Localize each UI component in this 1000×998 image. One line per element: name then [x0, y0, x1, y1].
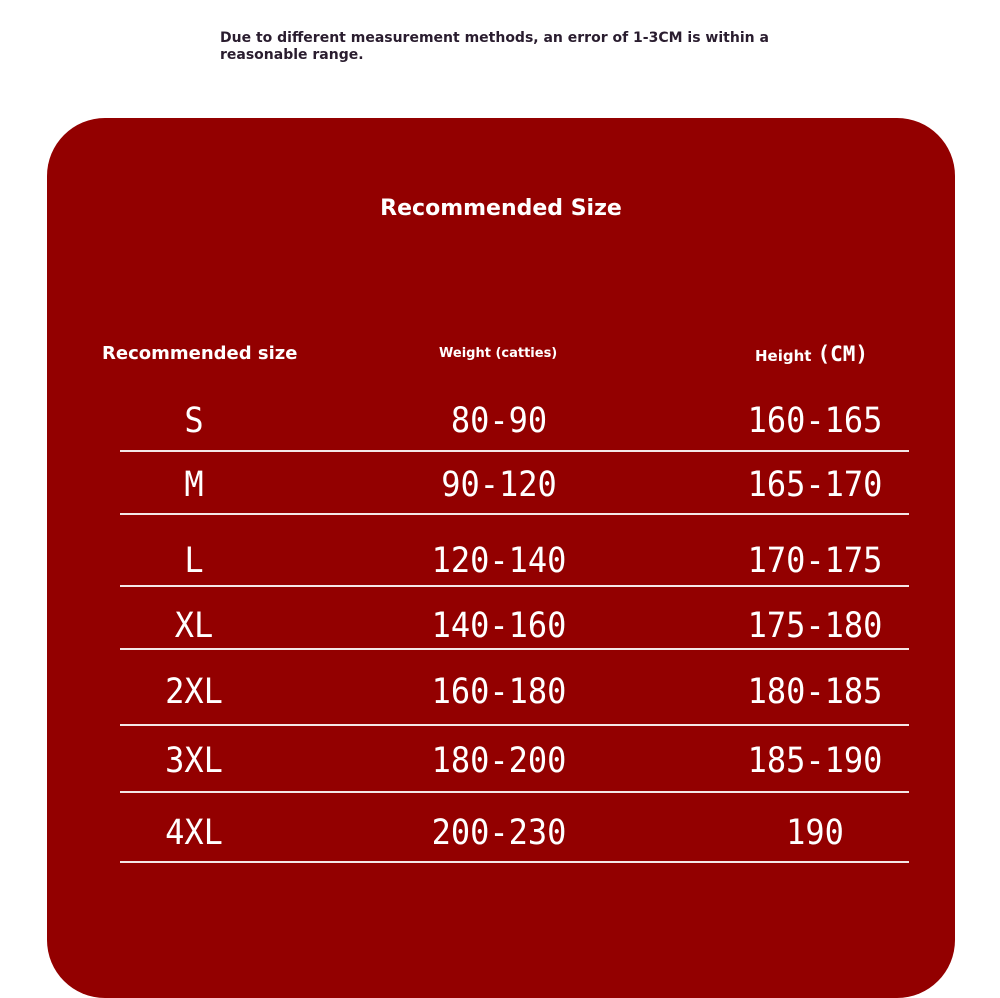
row-2xl-weight: 160-180: [431, 670, 567, 712]
header-height-unit: (CM): [817, 342, 869, 366]
measurement-note: Due to different measurement methods, an error of 1-3CM is within a reasonable range.: [220, 30, 769, 63]
row-m-size: M: [184, 463, 204, 505]
header-height: [755, 342, 868, 366]
row-divider: [120, 861, 909, 863]
header-recommended-size: Recommended size: [102, 343, 298, 364]
row-divider: [120, 648, 909, 650]
row-xl-size: XL: [174, 604, 214, 646]
row-m-weight: 90-120: [441, 463, 557, 505]
row-s-size: S: [184, 399, 204, 441]
row-divider: [120, 513, 909, 515]
row-divider: [120, 791, 909, 793]
header-height-label: Height: [755, 347, 812, 365]
row-xl-height: 175-180: [747, 604, 883, 646]
row-m-height: 165-170: [747, 463, 883, 505]
row-4xl-height: 190: [786, 811, 844, 853]
row-l-size: L: [184, 539, 204, 581]
row-4xl-size: 4XL: [165, 811, 223, 853]
row-2xl-size: 2XL: [165, 670, 223, 712]
row-xl-weight: 140-160: [431, 604, 567, 646]
row-s-height: 160-165: [747, 399, 883, 441]
row-divider: [120, 585, 909, 587]
row-divider: [120, 450, 909, 452]
row-s-weight: 80-90: [450, 399, 548, 441]
header-weight: Weight (catties): [439, 346, 558, 361]
panel-title: Recommended Size: [380, 196, 622, 221]
row-3xl-height: 185-190: [747, 739, 883, 781]
size-chart-panel: [47, 118, 955, 998]
row-l-height: 170-175: [747, 539, 883, 581]
row-3xl-size: 3XL: [165, 739, 223, 781]
row-2xl-height: 180-185: [747, 670, 883, 712]
row-l-weight: 120-140: [431, 539, 567, 581]
row-3xl-weight: 180-200: [431, 739, 567, 781]
row-4xl-weight: 200-230: [431, 811, 567, 853]
row-divider: [120, 724, 909, 726]
